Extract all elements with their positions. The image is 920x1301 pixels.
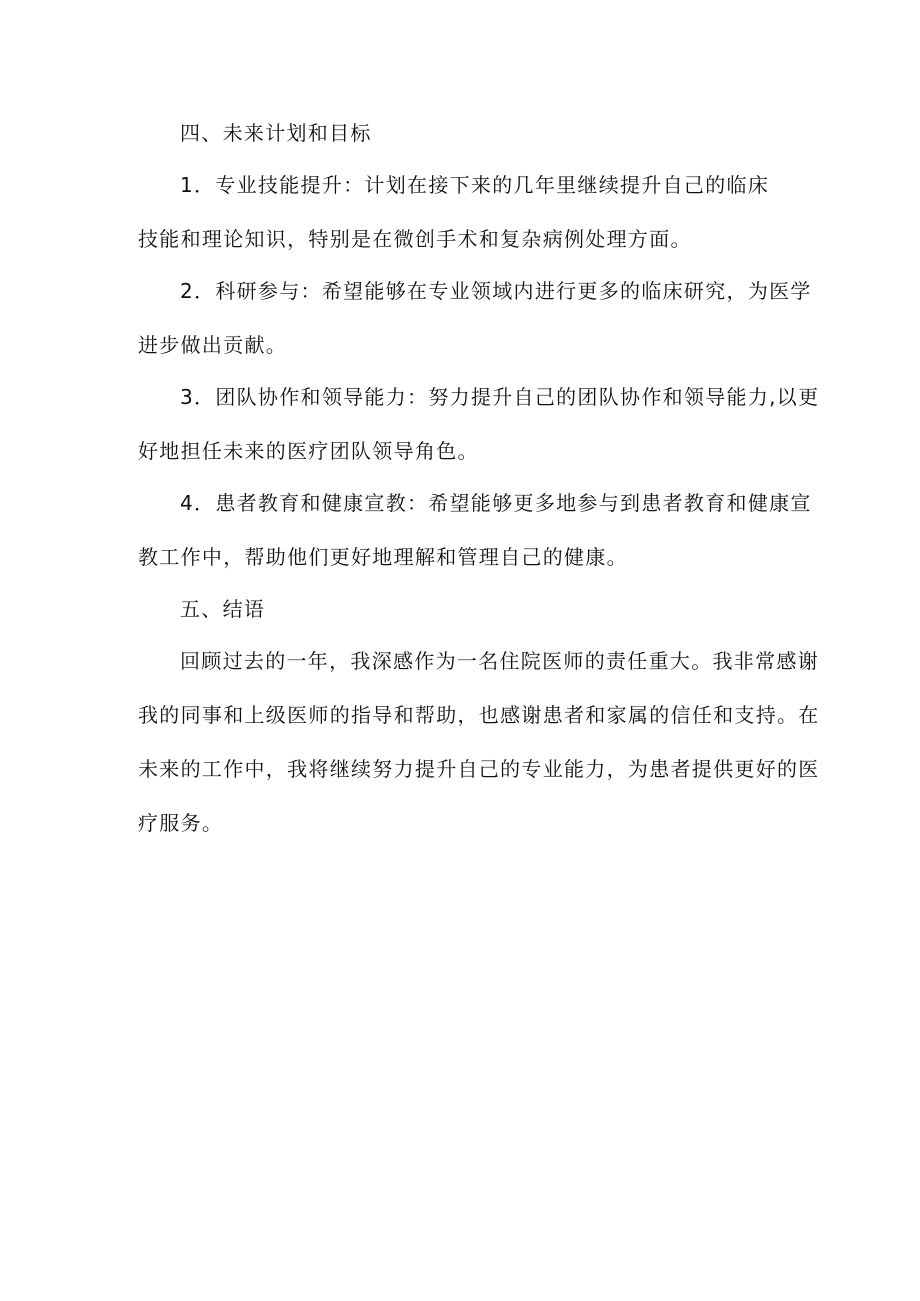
- plan-item-2-line-1: 2．科研参与：希望能够在专业领域内进行更多的临床研究，为医学: [180, 279, 812, 303]
- closing-paragraph: [138, 646, 820, 838]
- closing-line-4: 疗服务。: [138, 811, 224, 835]
- section-four-heading: 四、未来计划和目标: [180, 121, 372, 145]
- closing-line-1: 回顾过去的一年，我深感作为一名住院医师的责任重大。我非常感谢: [180, 649, 819, 673]
- plan-item-1-line-2: 技能和理论知识，特别是在微创手术和复杂病例处理方面。: [138, 227, 692, 251]
- plan-item-2-line-2: 进步做出贡献。: [138, 333, 288, 357]
- plan-item-3-line-1: 3．团队协作和领导能力：努力提升自己的团队协作和领导能力,以更: [180, 385, 820, 409]
- plan-item-2: [138, 276, 812, 360]
- plan-item-3: [138, 382, 820, 466]
- closing-line-2: 我的同事和上级医师的指导和帮助，也感谢患者和家属的信任和支持。在: [138, 703, 820, 727]
- plan-item-1-line-1: 1．专业技能提升：计划在接下来的几年里继续提升自己的临床: [180, 173, 770, 197]
- plan-item-3-line-2: 好地担任未来的医疗团队领导角色。: [138, 439, 479, 463]
- plan-item-1: [138, 170, 788, 254]
- plan-item-4-line-1: 4．患者教育和健康宣教：希望能够更多地参与到患者教育和健康宣: [180, 491, 812, 515]
- plan-item-4-line-2: 教工作中，帮助他们更好地理解和管理自己的健康。: [138, 545, 628, 569]
- section-five-heading: 五、结语: [180, 597, 266, 621]
- document-page: [138, 118, 820, 838]
- closing-line-3: 未来的工作中，我将继续努力提升自己的专业能力，为患者提供更好的医: [138, 757, 820, 781]
- plan-item-4: [138, 488, 812, 572]
